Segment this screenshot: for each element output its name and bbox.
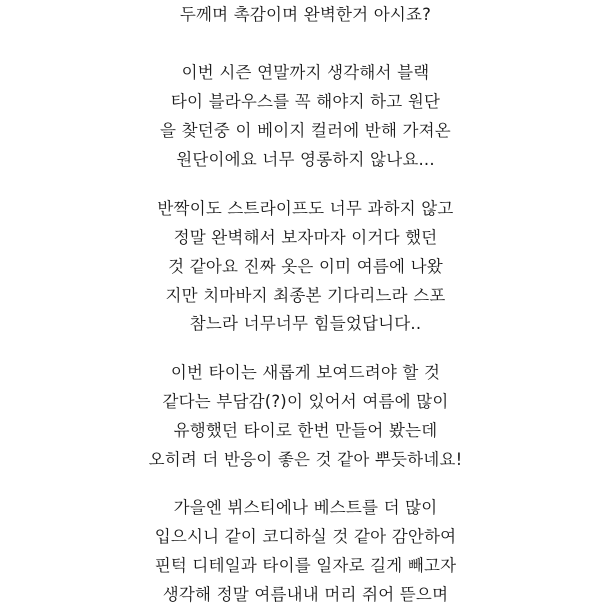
text-line: 반짝이도 스트라이프도 너무 과하지 않고 (157, 199, 454, 218)
text-line: 타이 블라우스를 꼭 해야지 하고 원단 (170, 92, 441, 111)
text-line: 원단이에요 너무 영롱하지 않나요... (176, 150, 435, 169)
text-line: 핀턱 디테일과 타이를 일자로 길게 빼고자 (154, 556, 457, 575)
text-line: 것 같아요 진짜 옷은 이미 여름에 나왔 (168, 257, 443, 276)
text-line: 유행했던 타이로 한번 만들어 봤는데 (173, 421, 438, 440)
text-line: 을 찾던중 이 베이지 컬러에 반해 가져온 (160, 121, 451, 140)
text-line: 오히려 더 반응이 좋은 것 같아 뿌듯하네요! (148, 450, 463, 469)
text-line: 같다는 부담감(?)이 있어서 여름에 많이 (162, 392, 449, 411)
text-line: 가을엔 뷔스티에나 베스트를 더 많이 (173, 498, 438, 517)
text-line: 지만 치마바지 최종본 기다리느라 스포 (165, 286, 446, 305)
text-line: 정말 완벽해서 보자마자 이거다 했던 (173, 228, 438, 247)
text-line: 참느라 너무너무 힘들었답니다.. (189, 314, 422, 333)
text-line: 두께며 촉감이며 완벽한거 아시죠? (179, 5, 432, 24)
text-line: 생각해 정말 여름내내 머리 쥐어 뜯으며 (162, 585, 449, 604)
text-line: 이번 타이는 새롭게 보여드려야 할 것 (170, 363, 441, 382)
text-line: 이번 시즌 연말까지 생각해서 블랙 (181, 63, 430, 82)
text-line: 입으시니 같이 코디하실 것 같아 감안하여 (154, 527, 457, 546)
